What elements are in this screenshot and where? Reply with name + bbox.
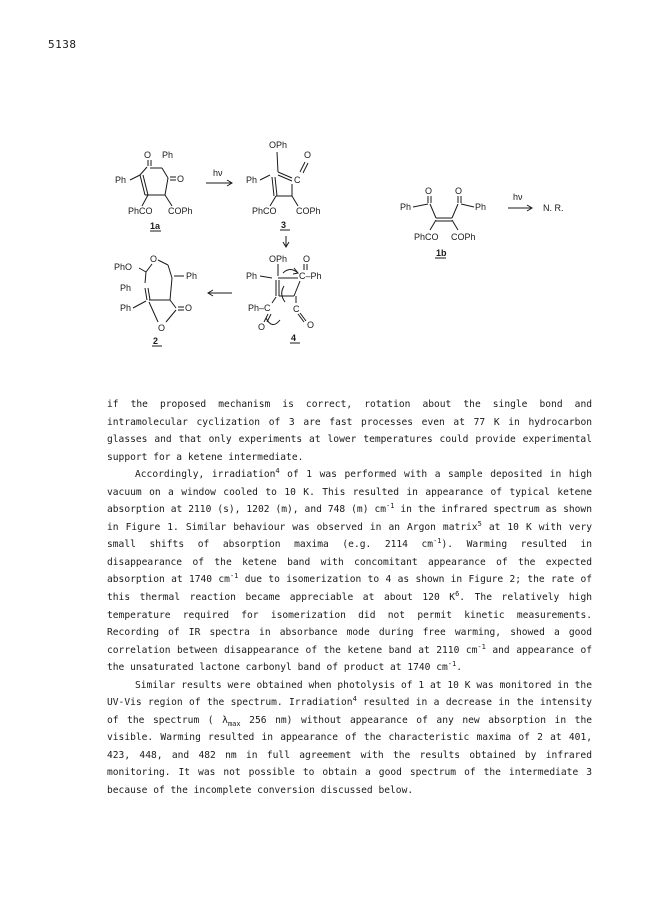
paragraph-3 [107,677,592,800]
1a-coph: COPh [168,206,193,216]
unit-exponent: -1 [386,502,395,511]
compound-1a [115,150,193,231]
paragraph-2 [107,466,592,677]
1b-o1: O [425,186,433,196]
text-run: Accordingly, irradiation [135,469,276,481]
1a-o-top: O [144,150,152,160]
paragraph-1: if the proposed mechanism is correct, rotation about the single bond and intramolecular cyclization of 3 are fast processes even at 77 K in hydrocarbon glasses and that only experiments at lower temperatures could provide experimental support for a ketene intermediate. [107,399,592,463]
compound-4 [246,254,322,343]
arrow-1b-hv: hν [513,192,523,202]
2-ph-a: Ph [120,283,132,293]
text-run: of 1 was performed with a sample deposited in high vacuum on a window cooled to 10 K. This resulted in appearance of typical ketene absorption at 2110 (s), 1202 (m), and 748 (m) cm [107,469,592,516]
4-o-left: O [258,322,266,332]
text-run: Similar results were obtained when photolysis of 1 at 10 K was monitored in the UV-Vis region of the spectrum. Irradiation [107,679,592,709]
text-run: in the infrared spectrum as shown in Figure 1. Similar behaviour was observed in an Argon matrix [107,504,592,533]
page-number: 5138 [48,38,77,51]
4-c-ph: C–Ph [299,271,322,281]
2-o-ring: O [150,254,158,264]
text-run: and appearance of the unsaturated lactone carbonyl band of product at 1740 cm [107,644,593,674]
4-o-low: O [307,320,315,330]
4-o-top: O [303,254,311,264]
3-ph: Ph [246,175,258,185]
reference-mark: 4 [275,467,280,475]
reference-mark: 4 [352,695,357,704]
arrow-1b-to-nr [508,192,564,213]
2-ph-right: Ph [186,271,198,281]
subscript: max [227,719,241,728]
unit-exponent: -1 [477,642,486,651]
2-o-carbonyl: O [185,303,193,313]
1a-ph-left: Ph [115,175,127,185]
text-run: ). Warming resulted in disappearance of the ketene band with concomitant appearance of the expected absorption at 1740 cm [107,539,593,586]
compound-2 [114,254,197,346]
compound-1b [400,186,486,258]
text-run: resulted in a decrease in the intensity of the spectrum ( λ [107,697,592,726]
1b-ph-left: Ph [400,202,412,212]
article-body [107,396,592,800]
2-label: 2 [153,336,159,346]
4-oph: OPh [269,254,288,264]
text-run: at 10 K with very small shifts of absorption maxima (e.g. 2114 cm [107,521,592,551]
text-run: . [456,662,462,674]
2-ph-b: Ph [120,303,132,313]
1b-ph-right: Ph [475,202,487,212]
1a-label: 1a [150,221,161,231]
2-o-lower: O [158,323,166,333]
4-c-low: C [293,304,300,314]
3-oph: OPh [269,140,288,150]
arrow-1a-to-3 [206,168,232,186]
reference-mark: 6 [455,589,460,598]
3-coph: COPh [296,206,321,216]
1b-phco: PhCO [414,232,439,242]
unit-exponent: -1 [447,660,457,669]
text-run: due to isomerization to 4 as shown in Figure 2; the rate of this thermal reaction became appreciable at about 120 K [107,574,593,604]
1a-phco: PhCO [128,206,153,216]
text-run: 256 nm) without appearance of any new absorption in the visible. Warming resulted in appearance of the characteristic maxima of 2 at 401, 423, 448, and 482 nm in full agreement with the results obtained by infrared monitoring. It was not possible to obtain a good spectrum of the intermediate 3 because of the incomplete conversion discussed below. [107,714,593,797]
3-c-ketene: C [294,175,301,185]
reaction-scheme [0,0,672,360]
unit-exponent: -1 [433,537,442,546]
text-run: . The relatively high temperature required for isomerization did not permit kinetic measurements. Recording of IR spectra in absorbance mode during free warming, showed a good correlation between disappearance of the ketene band at 2110 cm [107,592,592,656]
reference-mark: 5 [477,519,482,528]
2-pho: PhO [114,262,133,272]
4-label: 4 [291,333,297,343]
3-o-ketene: O [304,150,312,160]
3-label: 3 [281,220,287,230]
1b-label: 1b [436,248,447,258]
arrow-3-to-4 [283,236,289,247]
1a-ph-top: Ph [162,150,174,160]
arrow-4-to-2 [208,290,232,296]
1b-coph: COPh [451,232,476,242]
1a-o-right: O [177,174,185,184]
4-ph: Ph [246,271,258,281]
3-phco: PhCO [252,206,277,216]
4-ph-c: Ph–C [248,303,271,313]
unit-exponent: -1 [229,572,239,581]
1b-o2: O [455,186,463,196]
arrow-1-hv: hν [213,168,223,178]
compound-3 [246,140,321,230]
no-reaction: N. R. [543,203,564,213]
